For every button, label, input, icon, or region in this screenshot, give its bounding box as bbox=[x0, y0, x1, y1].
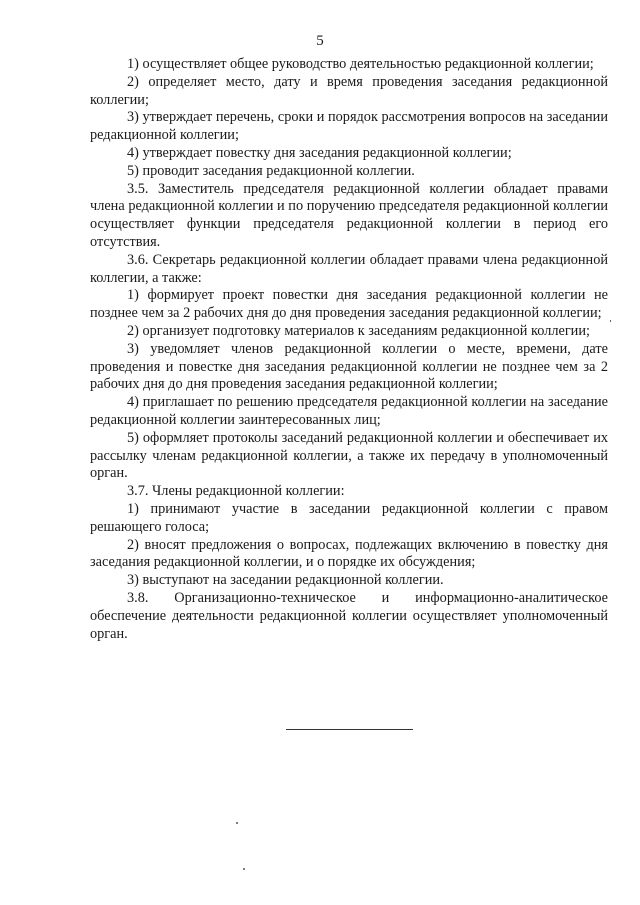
paragraph-4: 4) утверждает повестку дня заседания редакционной коллегии; bbox=[127, 144, 512, 161]
paragraph-3: 3) утверждает перечень, сроки и порядок рассмотрения вопросов на заседании редакционной коллегии; bbox=[90, 109, 608, 144]
paragraph-2: 2) определяет место, дату и время проведения заседания редакционной коллегии; bbox=[90, 73, 608, 108]
paragraph-3-7-2: 2) вносят предложения о вопросах, подлежащих включению в повестку дня заседания редакционной коллегии, и о порядке их обсуждения; bbox=[90, 536, 608, 571]
paragraph-3-6-4: 4) приглашает по решению председателя редакционной коллегии на заседание редакционной коллегии заинтересованных лиц; bbox=[90, 394, 608, 428]
scan-speck bbox=[243, 868, 245, 870]
paragraph-3-7-1: 1) принимают участие в заседании редакционной коллегии с правом решающего голоса; bbox=[90, 500, 608, 535]
paragraph-3-6-3: 3) уведомляет членов редакционной коллегии о месте, времени, дате проведения и повестке дня заседания редакционной коллегии не позднее чем за 2 рабочих дня до дня проведения заседания редакционной коллегии; bbox=[90, 340, 608, 393]
end-separator-line bbox=[286, 729, 413, 730]
document-body bbox=[90, 56, 608, 643]
paragraph-3-7: 3.7. Члены редакционной коллегии: bbox=[127, 483, 345, 500]
page-number: 5 bbox=[316, 33, 324, 49]
paragraph-3-6-2: 2) организует подготовку материалов к заседаниям редакционной коллегии; bbox=[127, 322, 590, 339]
paragraph-3-6: 3.6. Секретарь редакционной коллегии обладает правами члена редакционной коллегии, а также: bbox=[90, 251, 608, 286]
scan-speck bbox=[610, 320, 611, 322]
paragraph-1: 1) осуществляет общее руководство деятельностью редакционной коллегии; bbox=[127, 56, 594, 72]
paragraph-5: 5) проводит заседания редакционной коллегии. bbox=[127, 162, 415, 179]
paragraph-3-7-3: 3) выступают на заседании редакционной коллегии. bbox=[127, 572, 444, 589]
paragraph-3-6-5: 5) оформляет протоколы заседаний редакционной коллегии и обеспечивает их рассылку членам редакционной коллегии, а также их передачу в уполномоченный орган. bbox=[90, 429, 608, 482]
scan-speck bbox=[236, 822, 238, 824]
paragraph-3-8: 3.8. Организационно-техническое и информационно-аналитическое обеспечение деятельности редакционной коллегии осуществляет уполномоченный орган. bbox=[90, 589, 608, 642]
paragraph-3-5: 3.5. Заместитель председателя редакционной коллегии обладает правами члена редакционной коллегии и по поручению председателя редакционной коллегии осуществляет функции председателя редакционной коллегии в период его отсутствия. bbox=[90, 180, 608, 250]
paragraph-3-6-1: 1) формирует проект повестки дня заседания редакционной коллегии не позднее чем за 2 рабочих дня до дня проведения заседания редакционной коллегии; bbox=[90, 287, 608, 322]
